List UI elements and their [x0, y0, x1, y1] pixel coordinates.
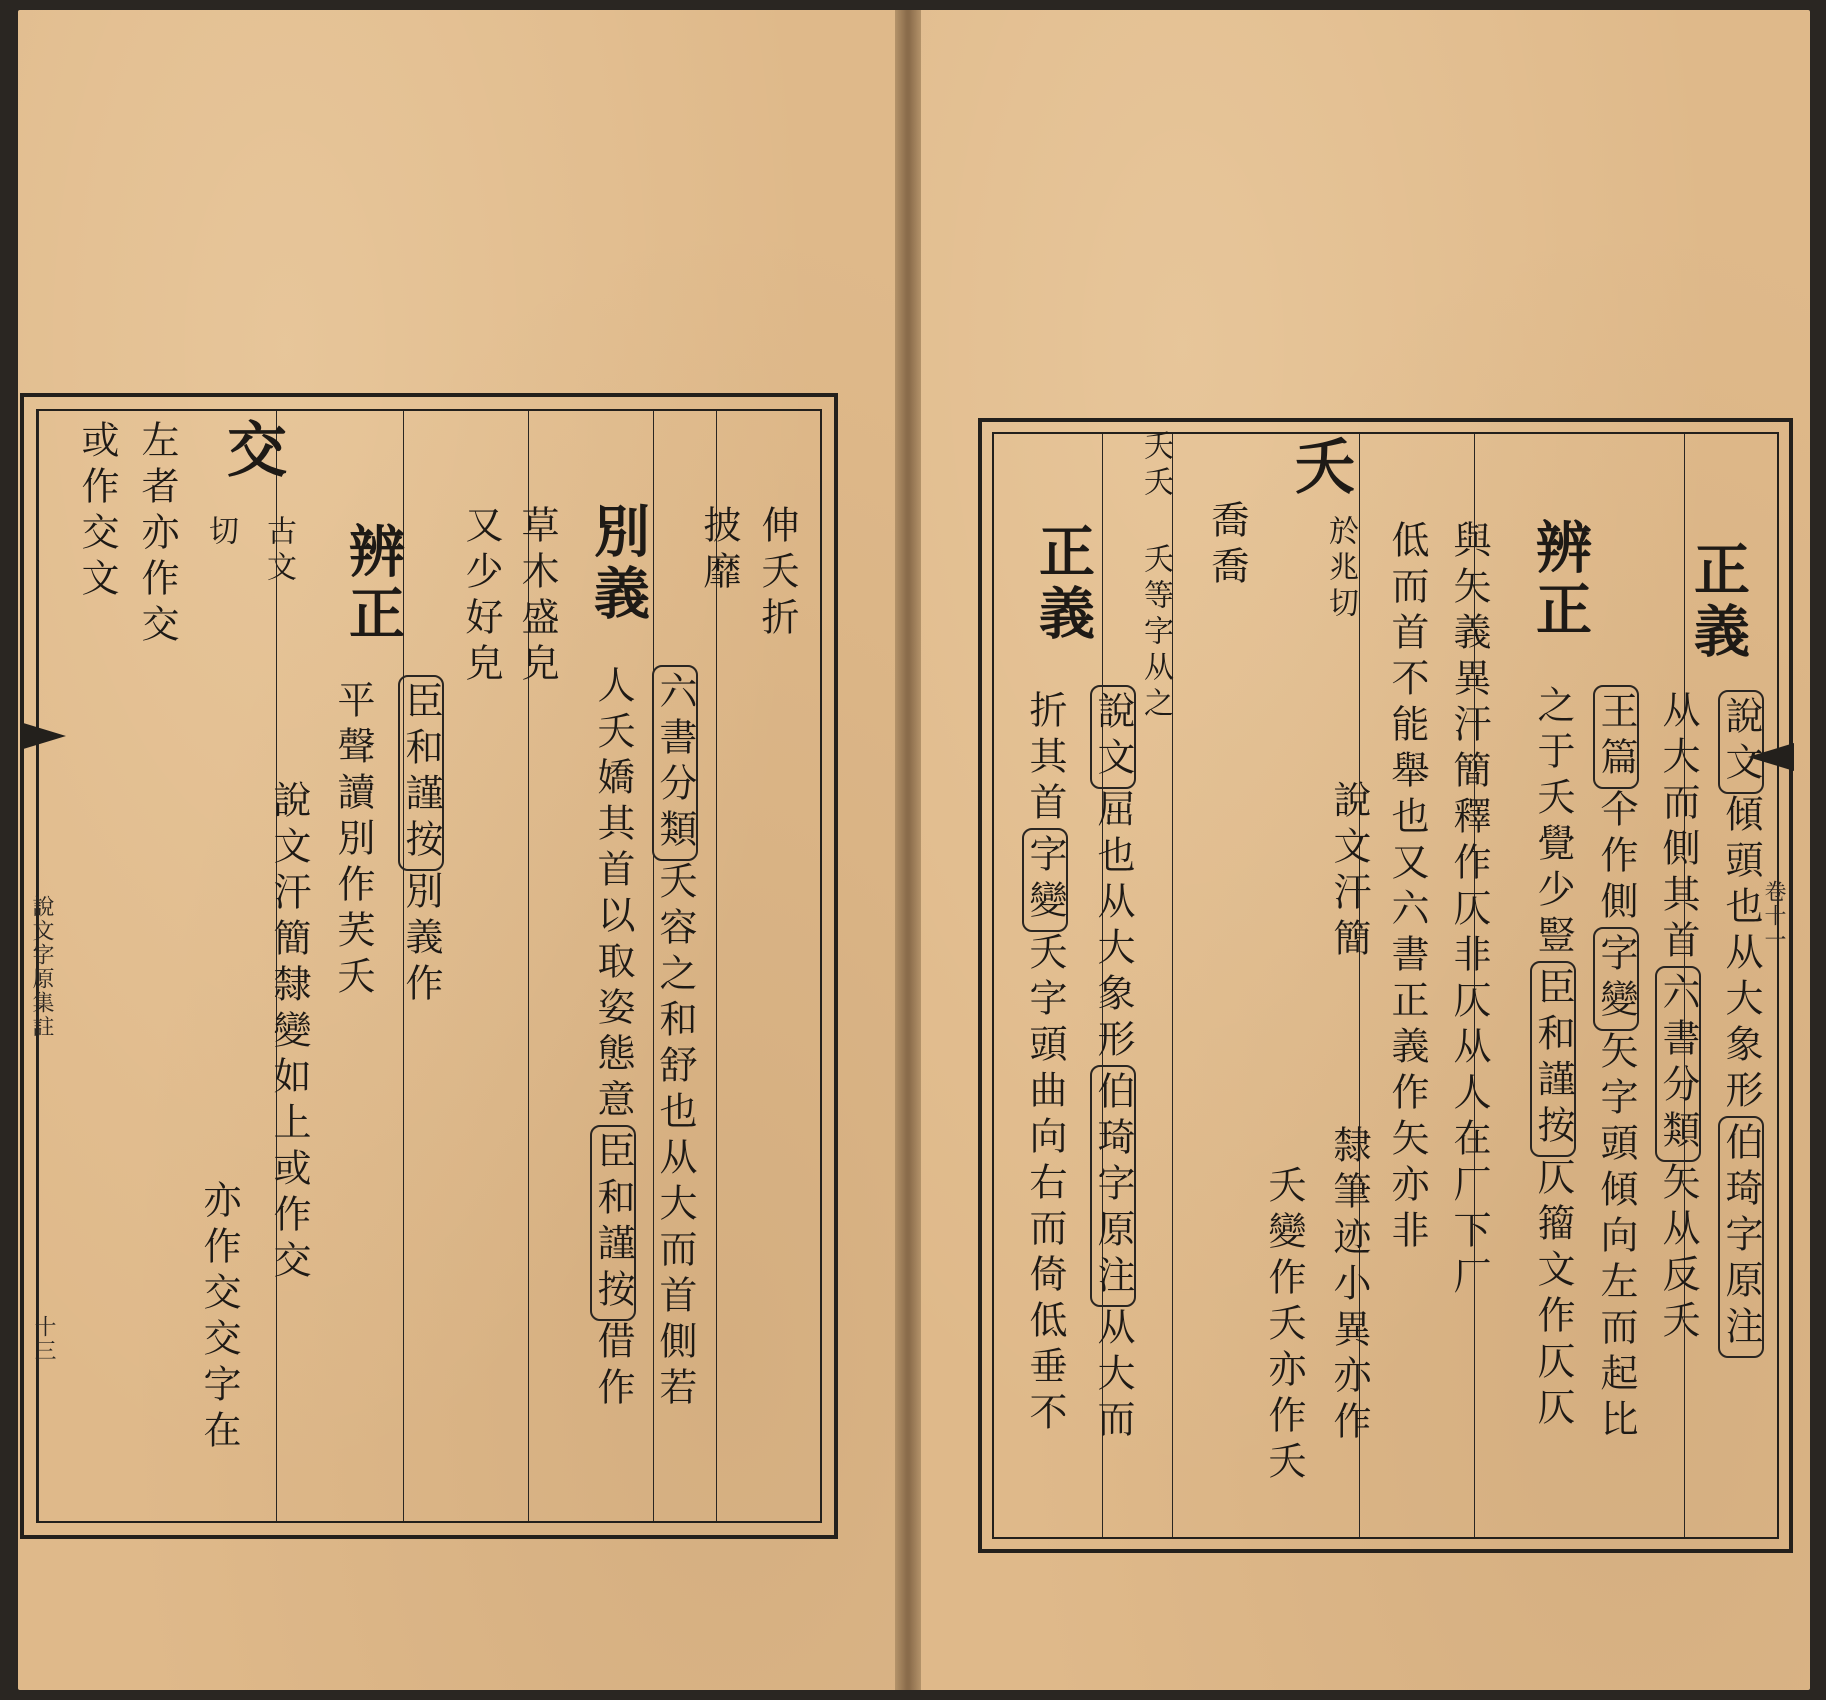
source-bracket: 說文 [1718, 690, 1764, 794]
fishtail-marker [1748, 743, 1794, 771]
fishtail-marker [20, 722, 66, 750]
source-bracket: 字變 [1593, 927, 1639, 1031]
section-heading: 別義 [585, 502, 651, 626]
column-text: 與矢義異汗簡釋作仄非仄从人在厂下厂 [1447, 520, 1491, 1302]
column-text: 亦作交交字在 [197, 1180, 241, 1456]
source-bracket: 六書分類 [1655, 966, 1701, 1162]
column-text: 伸夭折 [755, 505, 799, 643]
column-text: 披靡 [697, 505, 741, 597]
column-text: 古文 [261, 515, 296, 587]
section-heading: 辨正 [340, 522, 406, 646]
margin-title: 卷十一 [1761, 880, 1786, 952]
source-bracket: 臣和謹按 [398, 675, 444, 871]
column-text: 隸筆迹小異亦作 [1327, 1125, 1371, 1447]
head-character: 交 [217, 418, 287, 484]
source-bracket: 臣和謹按 [590, 1125, 636, 1321]
column-text: 平聲讀別作芺夭 [331, 680, 375, 1002]
book-gutter [895, 10, 921, 1690]
head-character: 夭 [1285, 435, 1355, 501]
column-text: 之于夭覺少豎臣和謹按仄籀文作仄仄 [1531, 685, 1575, 1433]
column-text: 說文汗簡 [1327, 780, 1371, 964]
column-text: 夭變作夭亦作夭 [1262, 1165, 1306, 1487]
column-text: 又少好皃 [459, 505, 503, 689]
source-bracket: 六書分類 [652, 665, 698, 861]
column-text: 折其首字變夭字頭曲向右而倚低垂不 [1023, 690, 1067, 1438]
column-text: 低而首不能舉也又六書正義作矢亦非 [1385, 520, 1429, 1256]
section-heading: 辨正 [1527, 518, 1593, 642]
page-number: 十三 [31, 1315, 56, 1363]
column-text: 於兆切 [1323, 515, 1358, 623]
column-text: 喬喬 [1205, 500, 1249, 592]
margin-title: 說文字原集註 [29, 895, 54, 1039]
source-bracket: 說文 [1090, 685, 1136, 789]
source-bracket: 伯琦字原注 [1090, 1065, 1136, 1307]
source-bracket: 王篇 [1593, 685, 1639, 789]
source-bracket: 伯琦字原注 [1718, 1116, 1764, 1358]
column-text: 六書分類夭容之和舒也从大而首側若 [652, 665, 698, 1413]
section-heading: 正義 [1030, 522, 1096, 646]
column-text: 左者亦作交 [135, 420, 179, 650]
section-heading: 正義 [1685, 540, 1751, 664]
source-bracket: 臣和謹按 [1530, 961, 1576, 1157]
column-text: 說文屈也从大象形伯琦字原注从大而 [1090, 685, 1136, 1445]
column-text: 王篇仐作側字變矢字頭傾向左而起比 [1593, 685, 1639, 1445]
column-text: 人夭嬌其首以取姿態意臣和謹按借作 [591, 665, 635, 1413]
column-text: 从大而側其首六書分類矢从反夭 [1656, 690, 1700, 1346]
column-text: 夭夭 夭等字从之 [1138, 430, 1173, 723]
source-bracket: 字變 [1022, 828, 1068, 932]
column-text: 草木盛皃 [515, 505, 559, 689]
column-text: 或作交文 [75, 420, 119, 604]
column-text: 切 [203, 515, 238, 551]
column-text: 說文傾頭也从大象形伯琦字原注 [1718, 690, 1764, 1358]
column-text: 說文汗簡隸變如上或作交 [267, 780, 311, 1286]
column-text: 臣和謹按別義作 [398, 675, 444, 1009]
